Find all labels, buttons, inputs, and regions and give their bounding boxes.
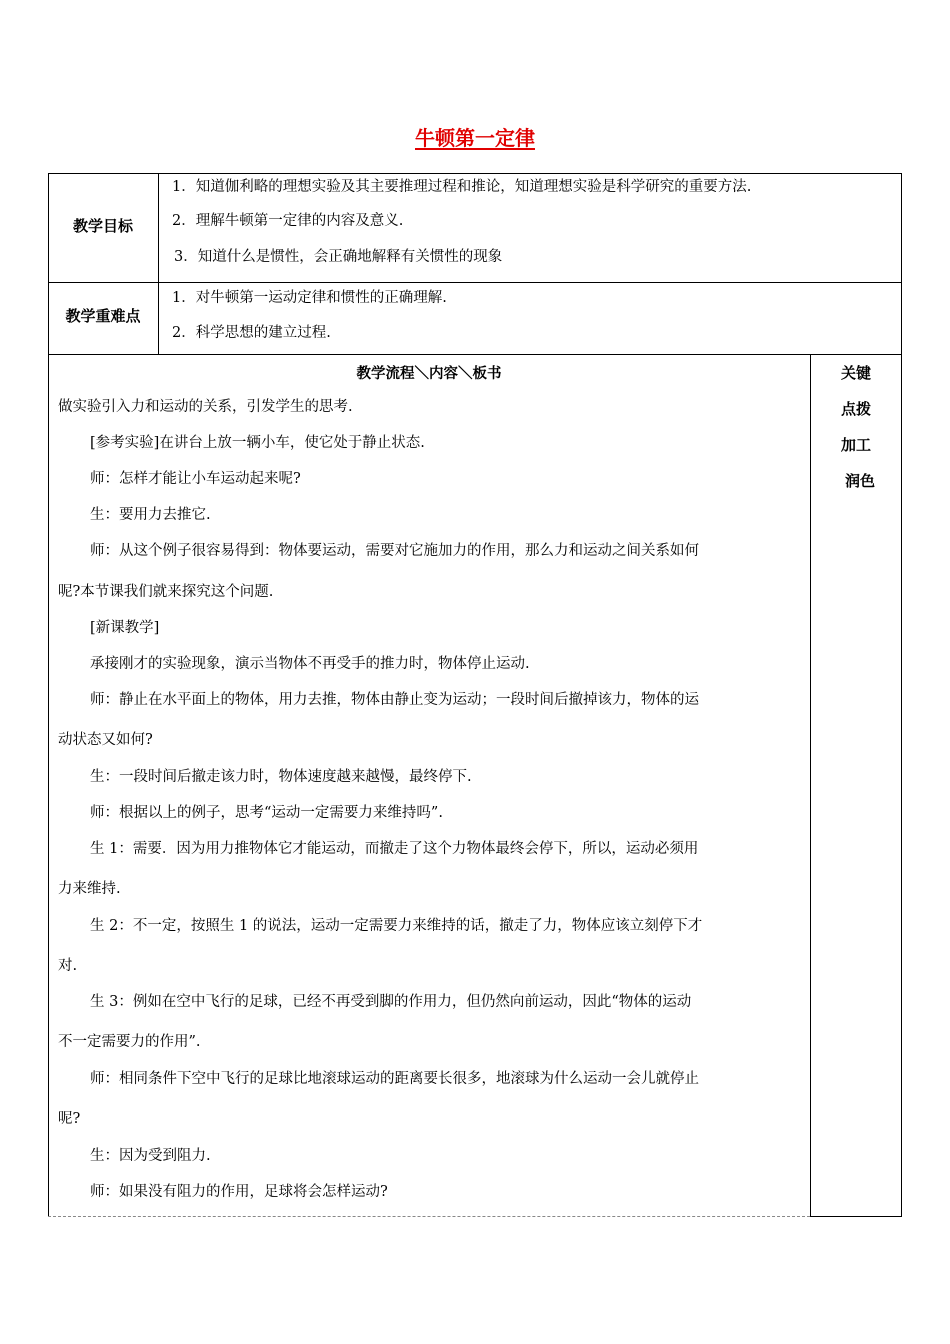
side-label: 关键 [840,364,871,382]
flow-line: 师：从这个例子很容易得到：物体要运动，需要对它施加力的作用，那么力和运动之间关系如何 [90,543,699,559]
flow-header: 教学流程＼内容＼板书 [356,366,502,382]
flow-line: 做实验引入力和运动的关系，引发学生的思考. [58,399,353,415]
side-column-bottom [810,1216,902,1217]
flow-line: 师：静止在水平面上的物体，用力去推，物体由静止变为运动；一段时间后撤掉该力，物体的运 [90,692,699,708]
flow-line: 生：要用力去推它. [90,507,211,523]
key-points-label: 教学重难点 [65,307,141,325]
page-title: 牛顿第一定律 [415,126,535,150]
label-column-divider [158,173,159,354]
flow-line: 动状态又如何? [58,732,153,748]
flow-line: 生：因为受到阻力. [90,1148,211,1164]
side-column-divider [810,354,811,1217]
key-point-item: 2．科学思想的建立过程. [172,325,331,341]
flow-line: 师：根据以上的例子，思考“运动一定需要力来维持吗”. [90,805,443,821]
flow-line: 生 3：例如在空中飞行的足球，已经不再受到脚的作用力，但仍然向前运动，因此“物体的运动 [90,994,692,1010]
flow-line: 师：如果没有阻力的作用，足球将会怎样运动? [90,1184,388,1200]
flow-line: 师：怎样才能让小车运动起来呢? [90,471,301,487]
flow-line: 不一定需要力的作用”. [58,1034,201,1050]
objectives-label: 教学目标 [72,217,133,235]
row-divider [48,282,902,283]
objective-item: 2．理解牛顿第一定律的内容及意义. [172,213,404,229]
flow-line: 承接刚才的实验现象，演示当物体不再受手的推力时，物体停止运动. [90,656,530,672]
table-right-border [901,173,902,1217]
table-top-border [48,173,902,174]
flow-line: 生 1：需要．因为用力推物体它才能运动，而撤走了这个力物体最终会停下，所以，运动必须用 [90,841,699,857]
flow-line: [新课教学] [90,620,160,636]
key-point-item: 1．对牛顿第一运动定律和惯性的正确理解. [172,290,447,306]
flow-line: 呢? [58,1111,81,1127]
flow-line: 生 2：不一定，按照生 1 的说法，运动一定需要力来维持的话，撤走了力，物体应该立刻停下才 [90,918,703,934]
flow-line: 生：一段时间后撤走该力时，物体速度越来越慢，最终停下. [90,769,472,785]
lesson-plan-table [48,173,902,1217]
flow-line: 力来维持. [58,881,121,897]
table-dashed-bottom [48,1216,810,1217]
side-label: 点拨 [840,400,871,418]
row-divider [48,354,902,355]
side-label: 润色 [844,472,875,490]
objective-item: 3．知道什么是惯性，会正确地解释有关惯性的现象 [174,249,503,265]
table-left-border [48,173,49,1217]
objective-item: 1．知道伽利略的理想实验及其主要推理过程和推论，知道理想实验是科学研究的重要方法. [172,179,752,195]
flow-line: 师：相同条件下空中飞行的足球比地滚球运动的距离要长很多，地滚球为什么运动一会儿就停止 [90,1071,699,1087]
flow-line: [参考实验]在讲台上放一辆小车，使它处于静止状态. [90,435,425,451]
flow-line: 呢?本节课我们就来探究这个问题. [58,584,274,600]
side-label: 加工 [840,436,871,454]
flow-line: 对. [58,958,78,974]
